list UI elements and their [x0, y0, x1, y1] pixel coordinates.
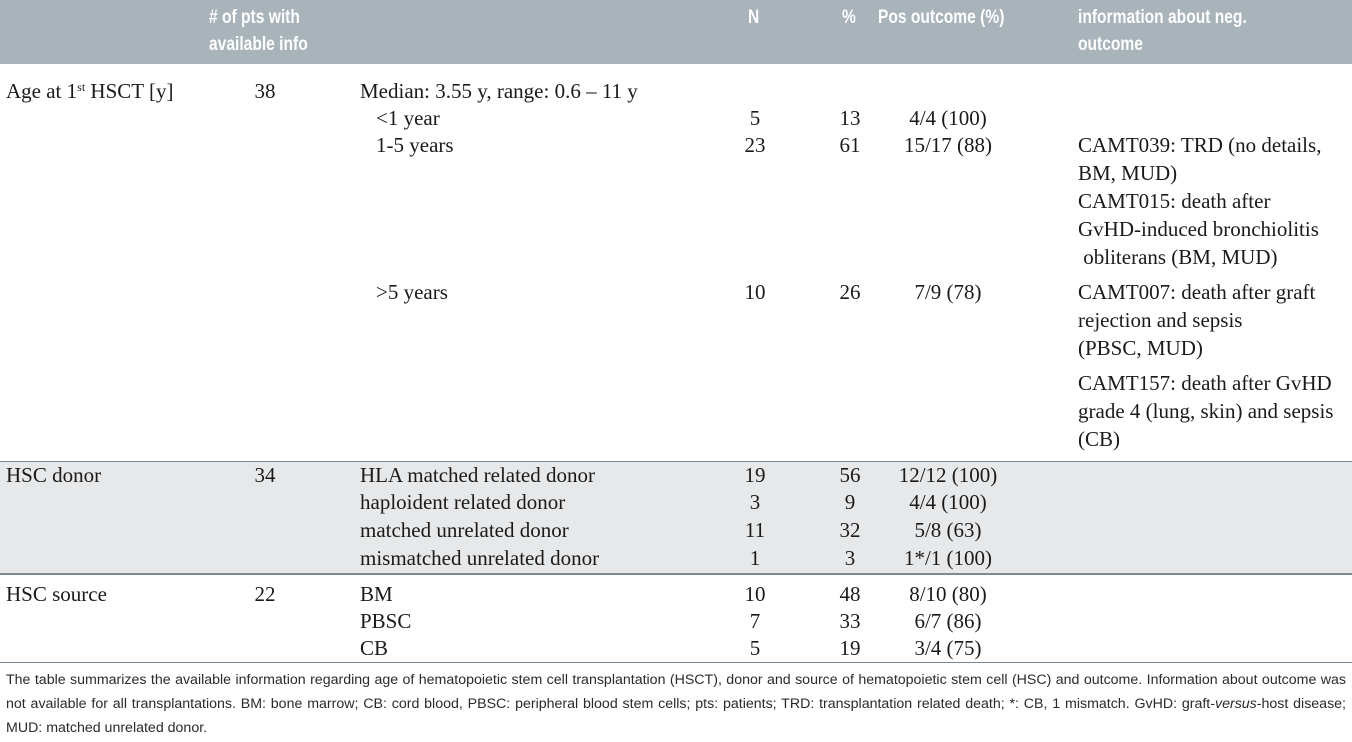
neg-line: CAMT157: death after GvHD	[1078, 371, 1332, 395]
neg-line: rejection and sepsis	[1078, 308, 1243, 332]
donor-row-label: mismatched unrelated donor	[360, 546, 600, 570]
header-pos-outcome: Pos outcome (%)	[878, 7, 1005, 28]
donor-row-label: matched unrelated donor	[360, 518, 569, 542]
source-label: HSC source	[6, 582, 107, 606]
age-label-sup: st	[77, 80, 86, 94]
header-pts-line2: available info	[209, 34, 308, 55]
header-percent: %	[842, 7, 856, 28]
age-row-pct: 61	[839, 133, 861, 157]
table-header	[0, 0, 1352, 64]
footnote-part1: The table summarizes the available information regarding age of hematopoietic stem cell transplantation (HSCT), donor and source of hematopoietic stem cell (HSC) and outcome. Information about outcome was not available for all transplantations. BM: bone marrow; CB: cord blood, PBSC: peripheral blood stem cells; pts: patients; TRD: transplantation related death; *: CB, 1 mismatch. GvHD: graft-	[6, 672, 1346, 712]
age-row-n: 10	[744, 280, 766, 304]
source-row-label: CB	[360, 636, 389, 660]
age-row-pos: 7/9 (78)	[914, 280, 982, 304]
source-row-pct: 48	[839, 582, 861, 606]
header-neg-line2: outcome	[1078, 34, 1143, 55]
source-row-pct: 33	[839, 609, 861, 633]
donor-row-pct: 32	[839, 518, 861, 542]
age-count: 38	[254, 79, 276, 103]
age-row-label: 1-5 years	[376, 133, 454, 157]
donor-row-pos: 5/8 (63)	[914, 518, 982, 542]
table-footnote	[6, 668, 1346, 740]
source-row-pos: 6/7 (86)	[914, 609, 982, 633]
source-row-pos: 3/4 (75)	[914, 636, 982, 660]
footnote-part2: -host disease; MUD: matched unrelated donor.	[6, 696, 1346, 736]
age-label	[6, 77, 173, 105]
header-n: N	[748, 7, 760, 28]
donor-row-pos: 1*/1 (100)	[903, 546, 993, 570]
table-bottom-rule	[0, 662, 1352, 663]
source-row-label: BM	[360, 582, 393, 606]
source-row-label: PBSC	[360, 609, 412, 633]
neg-line: obliterans (BM, MUD)	[1078, 245, 1278, 269]
age-row-pos: 4/4 (100)	[909, 106, 987, 130]
section-divider	[0, 573, 1352, 575]
age-row-pos: 15/17 (88)	[903, 133, 993, 157]
donor-row-n: 1	[749, 546, 761, 570]
source-row-n: 7	[749, 609, 761, 633]
neg-line: grade 4 (lung, skin) and sepsis	[1078, 399, 1334, 423]
source-row-n: 5	[749, 636, 761, 660]
donor-row-n: 19	[744, 463, 766, 487]
footnote-italic: versus	[1214, 696, 1257, 712]
age-row-n: 5	[749, 106, 761, 130]
donor-row-n: 3	[749, 490, 761, 514]
source-count: 22	[254, 582, 276, 606]
age-row-label: >5 years	[376, 280, 448, 304]
neg-line: CAMT039: TRD (no details,	[1078, 133, 1322, 157]
source-row-n: 10	[744, 582, 766, 606]
age-row-label: <1 year	[376, 106, 440, 130]
age-row-n: 23	[744, 133, 766, 157]
neg-line: GvHD-induced bronchiolitis	[1078, 217, 1319, 241]
age-summary: Median: 3.55 y, range: 0.6 – 11 y	[360, 79, 638, 103]
neg-outcome-note	[1078, 278, 1315, 362]
donor-label: HSC donor	[6, 463, 102, 487]
neg-line: CAMT007: death after graft	[1078, 280, 1316, 304]
donor-row-label: HLA matched related donor	[360, 463, 595, 487]
donor-band	[0, 462, 1352, 573]
header-neg-line1: information about neg.	[1078, 7, 1247, 28]
header-pts-available	[209, 4, 308, 58]
neg-line: CAMT015: death after	[1078, 189, 1271, 213]
donor-row-n: 11	[744, 518, 766, 542]
neg-outcome-note	[1078, 369, 1333, 453]
neg-line: (CB)	[1078, 427, 1120, 451]
age-row-pct: 13	[839, 106, 861, 130]
donor-count: 34	[254, 463, 276, 487]
donor-row-pct: 3	[844, 546, 856, 570]
donor-row-pos: 12/12 (100)	[898, 463, 998, 487]
donor-row-pos: 4/4 (100)	[909, 490, 987, 514]
neg-line: BM, MUD)	[1078, 161, 1178, 185]
age-label-main: Age at 1	[6, 79, 78, 103]
source-row-pct: 19	[839, 636, 861, 660]
neg-outcome-note	[1078, 131, 1321, 271]
donor-row-label: haploident related donor	[360, 490, 566, 514]
source-row-pos: 8/10 (80)	[909, 582, 987, 606]
donor-row-pct: 56	[839, 463, 861, 487]
header-neg-outcome	[1078, 4, 1247, 58]
age-label-rest: HSCT [y]	[85, 79, 174, 103]
age-row-pct: 26	[839, 280, 861, 304]
donor-row-pct: 9	[844, 490, 856, 514]
neg-line: (PBSC, MUD)	[1078, 336, 1203, 360]
header-pts-line1: # of pts with	[209, 7, 300, 28]
